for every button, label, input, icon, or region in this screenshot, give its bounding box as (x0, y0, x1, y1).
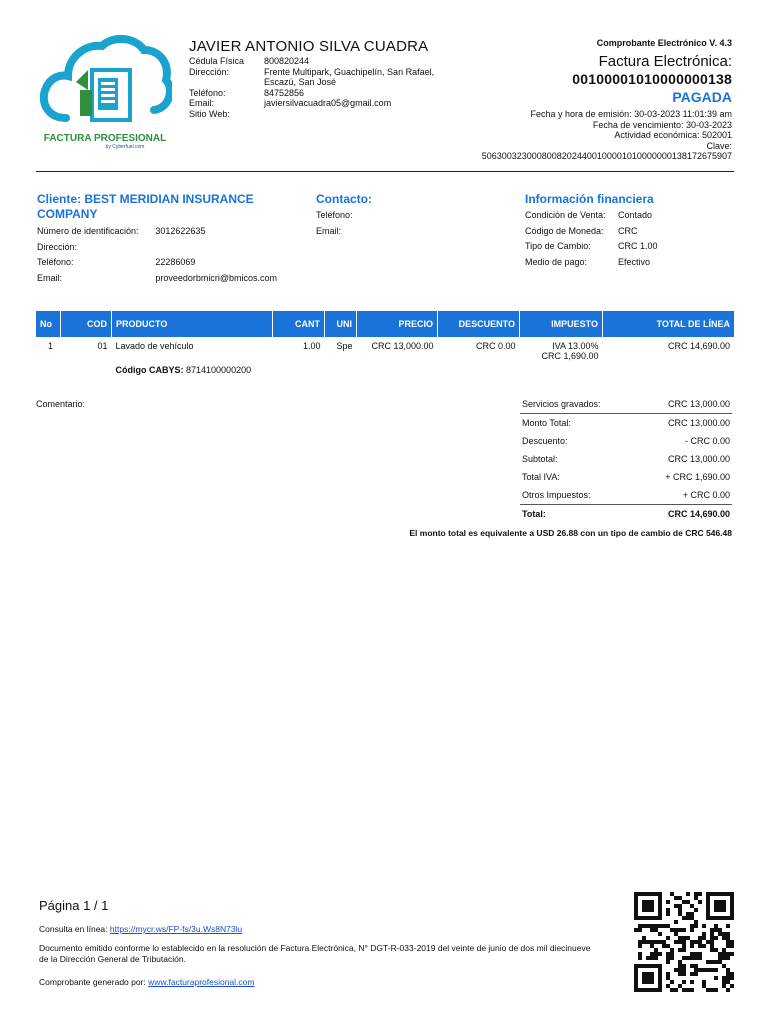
totals-value: - CRC 0.00 (684, 436, 730, 446)
cabys-label: Código CABYS: (115, 365, 184, 375)
financial-row (525, 210, 658, 226)
client-value: proveedorbmicri@bmicos.com (155, 272, 277, 283)
item-unit: Spe (336, 341, 353, 351)
item-product: Lavado de vehículo (115, 341, 194, 351)
seller-value (264, 109, 449, 120)
column-header: PRODUCTO (112, 311, 273, 337)
seller-value: javiersilvacuadra05@gmail.com (264, 98, 392, 108)
seller-label: Dirección: (189, 66, 230, 77)
emission-date: Fecha y hora de emisión: 30-03-2023 11:01:39 am (530, 109, 732, 119)
items-table (36, 311, 734, 375)
client-row (37, 257, 277, 273)
column-header: CANT (273, 311, 325, 337)
seller-row (189, 98, 449, 109)
column-header: PRECIO (357, 311, 438, 337)
totals-label: Servicios gravados: (522, 399, 601, 409)
page-number: Página 1 / 1 (39, 898, 109, 913)
column-header: TOTAL DE LÍNEA (603, 311, 735, 337)
seller-label: Teléfono: (189, 87, 226, 98)
generated-label: Comprobante generado por: (39, 977, 146, 987)
logo-text: FACTURA PROFESIONAL (43, 133, 167, 144)
totals-value: CRC 13,000.00 (667, 399, 730, 409)
item-tax-amount: CRC 1,690.00 (541, 351, 599, 361)
item-discount: CRC 0.00 (475, 341, 516, 351)
totals-label: Otros Impuestos: (522, 490, 591, 500)
contact-label: Email: (316, 225, 342, 236)
consult-label: Consulta en línea: (39, 924, 108, 934)
totals-label: Descuento: (522, 436, 568, 446)
cabys-row (36, 361, 734, 375)
totals-label: Subtotal: (522, 454, 558, 464)
cabys-cell (112, 361, 735, 375)
seller-row (189, 56, 449, 67)
invoice-key: 50630032300080082024400100001010000000138172675907 (481, 151, 732, 161)
seller-value: 800820244 (264, 56, 310, 66)
client-label: Email: (37, 272, 63, 283)
invoice-version: Comprobante Electrónico V. 4.3 (596, 38, 732, 48)
grand-total-value: CRC 14,690.00 (636, 505, 732, 524)
status-badge: PAGADA (672, 89, 732, 105)
generated-link[interactable]: www.facturaprofesional.com (148, 977, 255, 987)
item-tax (520, 337, 603, 361)
totals-value: CRC 13,000.00 (667, 454, 730, 464)
contact-title: Contacto: (316, 192, 372, 206)
totals-row (520, 432, 732, 450)
financial-label: Tipo de Cambio: (525, 241, 591, 251)
item-tax-rate: IVA 13.00% (552, 341, 599, 351)
client-section (37, 192, 277, 288)
seller-value: 84752856 (264, 87, 305, 98)
consult-link[interactable]: https://mycr.ws/FP-fs/3u.Ws8N73lu (109, 924, 243, 934)
totals-value: CRC 13,000.00 (636, 414, 732, 433)
column-header: UNI (325, 311, 357, 337)
client-label: Dirección: (37, 241, 78, 252)
column-header: COD (61, 311, 112, 337)
contact-section (316, 192, 372, 241)
qr-code-icon (634, 892, 734, 992)
financial-title: Información financiera (525, 192, 654, 206)
item-qty: 1.00 (302, 341, 321, 351)
client-details (37, 226, 277, 288)
totals-row (520, 395, 732, 414)
seller-row (189, 67, 449, 88)
client-label: Número de identificación: (37, 226, 139, 236)
financial-value: Contado (618, 210, 653, 220)
seller-details (189, 56, 449, 119)
seller-label: Email: (189, 98, 215, 108)
grand-total-label: Total: (520, 505, 636, 524)
client-label: Teléfono: (37, 257, 74, 267)
financial-row (525, 257, 658, 273)
client-row (37, 226, 277, 242)
totals-table (520, 395, 732, 523)
totals-row (520, 450, 732, 468)
totals-row (520, 468, 732, 486)
financial-label: Condición de Venta: (525, 210, 606, 220)
contact-row (316, 210, 353, 226)
consult-line (39, 924, 242, 935)
key-label: Clave: (706, 140, 732, 151)
contact-label: Teléfono: (316, 210, 353, 220)
item-total: CRC 14,690.00 (667, 341, 730, 351)
client-value: 22286069 (155, 257, 196, 267)
client-title: Cliente: BEST MERIDIAN INSURANCE COMPANY (37, 192, 254, 221)
seller-value: Frente Multipark, Guachipelín, San Rafael, Escazú, San José (264, 66, 435, 87)
seller-row (189, 109, 449, 120)
items-header-row (36, 311, 734, 337)
contact-details (316, 210, 353, 241)
seller-label: Sitio Web: (189, 108, 230, 119)
contact-row (316, 226, 353, 242)
totals-row (520, 414, 732, 433)
totals-row-grand (520, 505, 732, 524)
cloud-invoice-logo-icon (38, 30, 172, 130)
column-header: IMPUESTO (520, 311, 603, 337)
item-price: CRC 13,000.00 (371, 341, 434, 351)
client-row (37, 242, 277, 258)
usd-equivalence: El monto total es equivalente a USD 26.88 con un tipo de cambio de CRC 546.48 (409, 528, 732, 538)
logo-subtext: by Cyberfuel.com (105, 144, 145, 150)
financial-row (525, 241, 658, 257)
item-cod: 01 (97, 341, 108, 351)
company-logo (38, 30, 172, 148)
invoice-title: Factura Electrónica: (598, 53, 732, 70)
financial-value: CRC (618, 225, 638, 236)
totals-label: Total IVA: (522, 472, 560, 482)
due-date: Fecha de vencimiento: 30-03-2023 (592, 119, 732, 130)
financial-value: Efectivo (618, 256, 651, 267)
totals-label: Monto Total: (520, 414, 636, 433)
client-value (155, 242, 277, 258)
totals-value: + CRC 0.00 (682, 490, 730, 500)
financial-value: CRC 1.00 (618, 241, 658, 251)
invoice-number: 00100001010000000138 (572, 71, 732, 87)
seller-name: JAVIER ANTONIO SILVA CUADRA (189, 38, 429, 55)
column-header: DESCUENTO (438, 311, 520, 337)
client-row (37, 273, 277, 289)
economic-activity: Actividad económica: 502001 (614, 130, 732, 140)
totals-row (520, 486, 732, 505)
generated-line (39, 977, 254, 988)
financial-section (525, 192, 658, 272)
seller-row (189, 88, 449, 99)
header-divider (36, 171, 734, 172)
client-value: 3012622635 (155, 226, 206, 236)
cabys-code: 8714100000200 (186, 365, 252, 375)
totals-value: + CRC 1,690.00 (665, 472, 730, 482)
invoice-meta (482, 109, 732, 162)
seller-label: Cédula Física (189, 56, 245, 66)
column-header: No (36, 311, 61, 337)
financial-row (525, 226, 658, 242)
comment-label: Comentario: (36, 399, 86, 409)
table-row (36, 337, 734, 361)
financial-details (525, 210, 658, 272)
financial-label: Medio de pago: (525, 256, 588, 267)
item-no: 1 (48, 341, 54, 351)
financial-label: Código de Moneda: (525, 225, 604, 236)
legal-text: Documento emitido conforme lo establecido en la resolución de Factura Electrónica, N° DGT-R-033-2019 del veinte de junio de dos mil diecinueve de la Dirección General de Tributación. (39, 943, 591, 964)
qr-code (634, 892, 734, 992)
invoice-header (482, 38, 732, 162)
